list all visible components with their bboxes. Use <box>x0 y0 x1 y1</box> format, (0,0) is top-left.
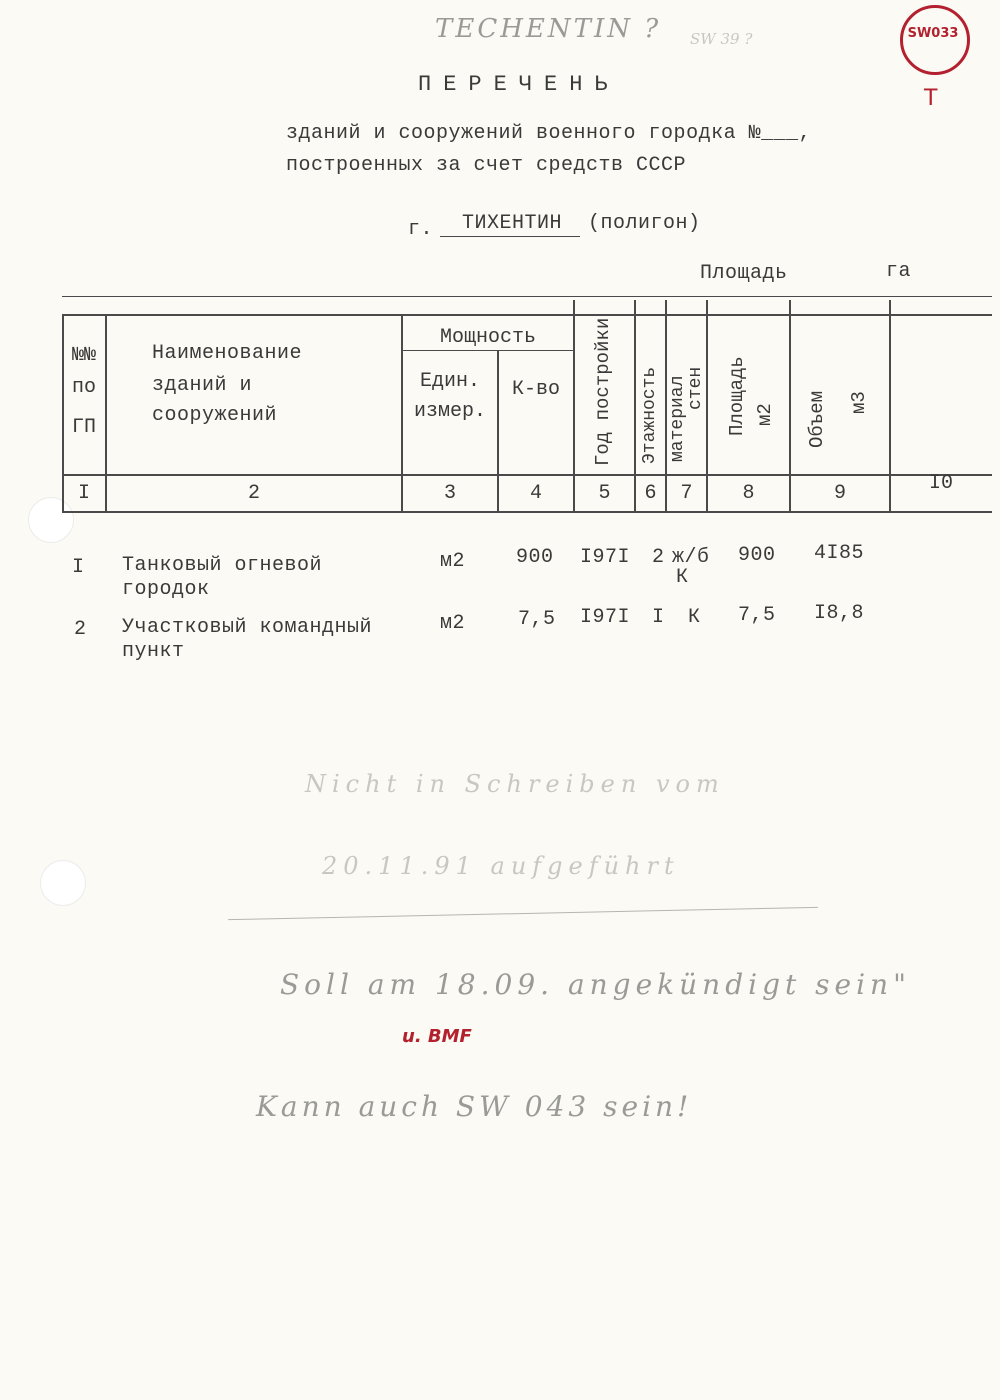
subtitle-line-2: построенных за счет средств СССР <box>286 154 687 177</box>
col2-header-line2: зданий и <box>152 374 253 397</box>
col-number-5: 5 <box>598 482 611 505</box>
row-floors: 2 <box>652 546 665 569</box>
col3-header-line1: Един. <box>419 370 480 393</box>
col2-header-line3: сооружений <box>152 404 278 427</box>
row-material-line1: К <box>688 606 701 629</box>
row-number: 2 <box>74 618 87 641</box>
col1-header-line1: №№ <box>71 344 96 367</box>
col9-header-line1: Объем <box>806 390 828 448</box>
area-label: Площадь <box>700 262 788 285</box>
col-number-6: 6 <box>644 482 657 505</box>
col-number-7: 7 <box>680 482 693 505</box>
col-number-3: 3 <box>443 482 456 505</box>
col7-header-line2: стен <box>686 366 706 410</box>
row-name-line1: Участковый командный <box>122 616 373 639</box>
col8-header-line2: м2 <box>754 403 776 426</box>
row-year: I97I <box>580 606 631 629</box>
handwritten-note-line2: 20.11.91 aufgeführt <box>322 852 680 880</box>
stamp-code: SW033 <box>907 26 959 41</box>
city-suffix: (полигон) <box>588 212 701 235</box>
row-name-line2: городок <box>122 578 210 601</box>
red-handwritten-note: u. BMF <box>402 1026 472 1047</box>
row-material-line2: К <box>676 566 689 589</box>
handwritten-small-code: SW 39 ? <box>690 30 753 48</box>
capacity-divider-line <box>403 350 573 351</box>
row-material-line1: ж/б <box>672 546 710 569</box>
col7-header-line1: материал <box>668 375 688 462</box>
col-number-4: 4 <box>529 482 542 505</box>
col2-header-line1: Наименование <box>152 342 303 365</box>
row-unit: м2 <box>440 550 466 573</box>
col-number-1: I <box>77 482 90 505</box>
col5-header: Год постройки <box>592 317 614 466</box>
row-number: I <box>72 556 85 579</box>
col3-header-line2: измер. <box>413 400 486 423</box>
handwritten-note-line3: Soll am 18.09. angekündigt sein" <box>280 968 911 1001</box>
row-quantity: 7,5 <box>518 608 556 631</box>
city-prefix: г. <box>408 218 434 241</box>
capacity-header: Мощность <box>439 326 536 349</box>
col-number-10: I0 <box>928 472 953 495</box>
handwritten-location: TECHENTIN ? <box>435 14 662 44</box>
col-number-8: 8 <box>742 482 755 505</box>
handwritten-divider-line <box>228 907 818 920</box>
row-area: 7,5 <box>738 604 776 627</box>
column-numbers-top-line <box>62 474 992 476</box>
table-top-line <box>62 296 992 297</box>
row-year: I97I <box>580 546 631 569</box>
row-unit: м2 <box>440 612 466 635</box>
col-number-2: 2 <box>247 482 260 505</box>
row-floors: I <box>652 606 665 629</box>
col6-header: Этажность <box>640 366 660 464</box>
row-name-line1: Танковый огневой <box>122 554 323 577</box>
col9-header-line2: м3 <box>848 391 870 414</box>
handwritten-note-line4: Kann auch SW 043 sein! <box>256 1090 693 1123</box>
handwritten-note-line1: Nicht in Schreiben vom <box>305 770 725 798</box>
area-unit: га <box>886 260 912 283</box>
table-header-line <box>62 314 992 316</box>
row-name-line2: пункт <box>122 640 185 663</box>
col1-header-line3: ГП <box>71 416 96 439</box>
row-volume: 4I85 <box>814 542 865 565</box>
city-underline <box>440 236 580 237</box>
column-numbers-bottom-line <box>62 511 992 513</box>
col4-header: К-во <box>511 378 560 401</box>
col-number-9: 9 <box>833 482 846 505</box>
city-name: ТИХЕНТИН <box>462 212 563 235</box>
col8-header-line1: Площадь <box>726 356 748 436</box>
punch-hole-lower <box>40 860 86 906</box>
document-title: ПЕРЕЧЕНЬ <box>418 72 620 97</box>
row-quantity: 900 <box>516 546 554 569</box>
col1-header-line2: по <box>71 376 96 399</box>
row-area: 900 <box>738 544 776 567</box>
subtitle-line-1: зданий и сооружений военного городка №___, <box>286 122 812 145</box>
row-volume: I8,8 <box>814 602 865 625</box>
stamp-letter: T <box>924 86 938 111</box>
